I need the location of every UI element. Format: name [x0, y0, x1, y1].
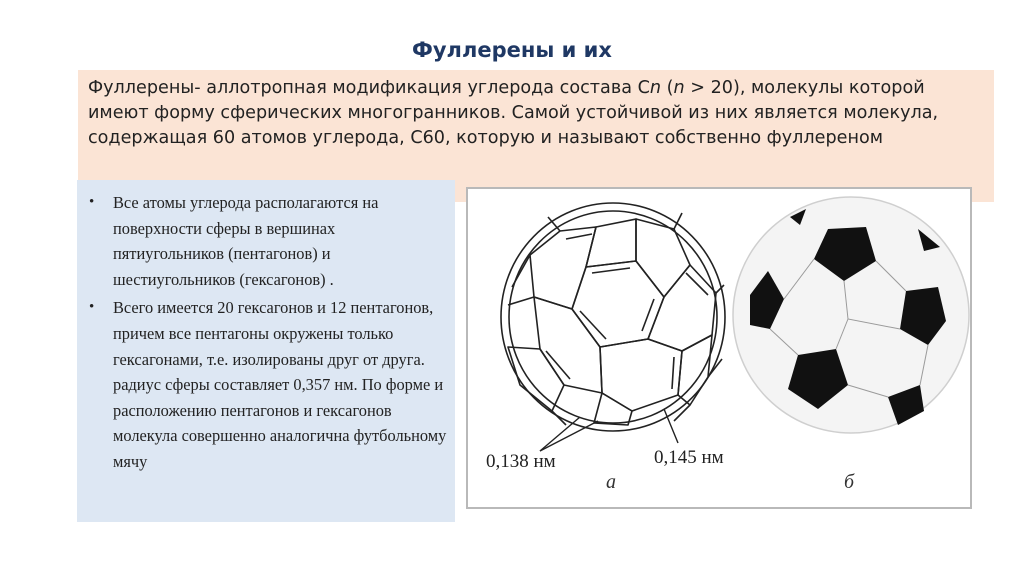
- subfigure-letter-a: а: [606, 471, 616, 493]
- bullet-text: Всего имеется 20 гексагонов и 12 пентагонов, причем все пентагоны окружены только гексагонами, т.е. изолированы друг от друга. радиус сферы составляет 0,357 нм. По форме и расположению пентагонов и гексагонов молекула совершенно аналогична футбольному мячу: [113, 298, 447, 471]
- bullet-item: [83, 190, 447, 292]
- bullet-dot-icon: •: [89, 299, 95, 316]
- bullet-list: [83, 190, 447, 475]
- slide-title: Фуллерены и их: [412, 38, 612, 62]
- definition-text-1: Фуллерены- аллотропная модификация углерода состава C: [88, 78, 650, 98]
- soccer-ball-drawing: [733, 197, 969, 433]
- subfigure-letter-b: б: [844, 471, 855, 493]
- bullet-text: Все атомы углерода располагаются на поверхности сферы в вершинах пятиугольников (пентагонов) и шестиугольников (гексагонов) .: [113, 193, 379, 289]
- bond-length-label-left: 0,138 нм: [486, 451, 556, 472]
- definition-text-3: > 20), молекулы которой имеют форму сферических многогранников. Самой устойчивой из них является молекула, содержащая 60 атомов углерода, С60, которую и называют собственно фуллереном: [88, 78, 939, 148]
- bullet-panel: [77, 180, 455, 522]
- bond-length-pointers: [540, 409, 678, 451]
- definition-n-subscript: n: [649, 78, 662, 98]
- fullerene-figure: [466, 187, 972, 509]
- bullet-dot-icon: •: [89, 194, 95, 210]
- definition-text-2: (: [661, 78, 674, 98]
- c60-molecule-drawing: [501, 203, 725, 431]
- bullet-item: [83, 295, 447, 474]
- definition-n-variable: n: [673, 78, 685, 98]
- bond-length-label-right: 0,145 нм: [654, 447, 724, 468]
